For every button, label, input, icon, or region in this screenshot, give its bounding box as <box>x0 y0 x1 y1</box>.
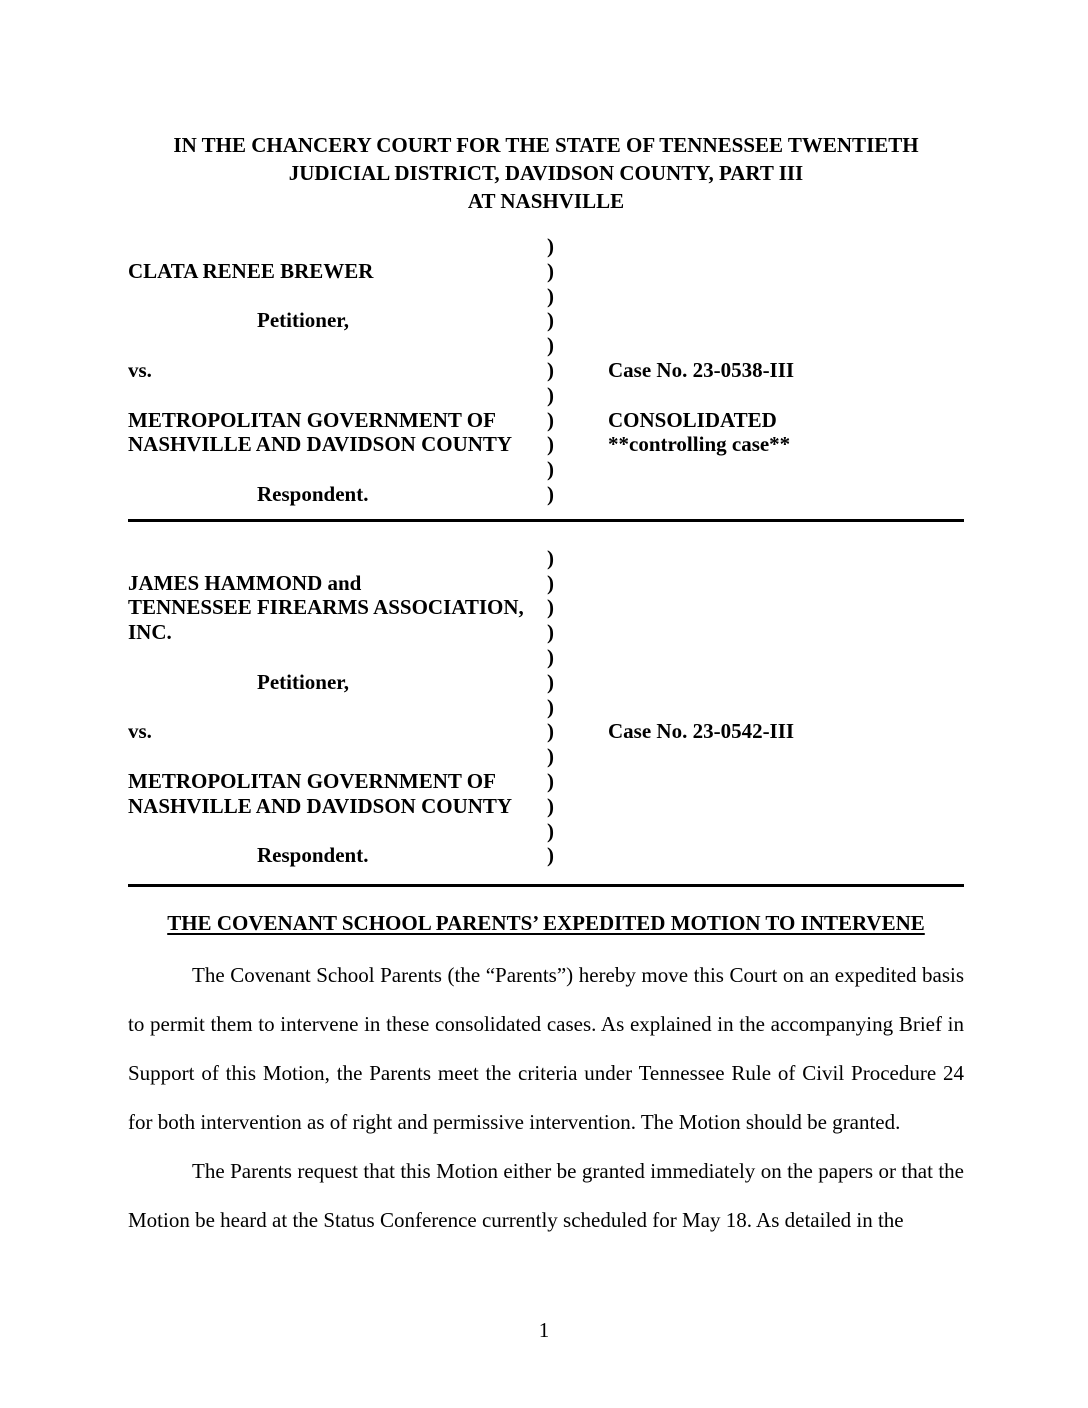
caption-right <box>608 595 964 620</box>
motion-title-text: THE COVENANT SCHOOL PARENTS’ EXPEDITED MOTION TO INTERVENE <box>167 911 925 936</box>
caption-row <box>128 620 964 645</box>
case-number: Case No. 23-0542-III <box>608 719 795 744</box>
caption-right <box>608 620 964 645</box>
petitioner-name: TENNESSEE FIREARMS ASSOCIATION, <box>128 595 524 620</box>
petitioner-label: Petitioner, <box>257 669 349 694</box>
caption-row <box>128 670 964 695</box>
respondent-name: NASHVILLE AND DAVIDSON COUNTY <box>128 793 513 818</box>
caption-right <box>608 794 964 819</box>
motion-title <box>128 909 964 937</box>
caption-right <box>608 769 964 794</box>
caption-right <box>608 234 964 259</box>
caption-paren: ) <box>547 432 554 457</box>
page-number: 1 <box>538 1318 550 1342</box>
caption-right <box>608 259 964 284</box>
caption-right <box>608 482 964 507</box>
caption-paren: ) <box>547 595 554 620</box>
caption-row <box>128 695 964 720</box>
caption-paren: ) <box>547 457 554 482</box>
caption-row <box>128 333 964 358</box>
caption-row <box>128 719 964 744</box>
caption-paren: ) <box>547 818 554 843</box>
caption-row <box>128 744 964 769</box>
caption-right <box>608 645 964 670</box>
caption-row <box>128 284 964 309</box>
caption-paren: ) <box>547 694 554 719</box>
caption-row <box>128 546 964 571</box>
caption-left <box>128 333 547 358</box>
court-header-line: AT NASHVILLE <box>467 189 625 213</box>
caption-row <box>128 432 964 457</box>
vs-label: vs. <box>128 357 152 382</box>
caption-left <box>128 645 547 670</box>
caption-left <box>128 234 547 259</box>
caption-row <box>128 457 964 482</box>
caption-right <box>608 284 964 309</box>
caption-right <box>608 670 964 695</box>
caption-paren: ) <box>547 283 554 308</box>
controlling-case-label: **controlling case** <box>608 432 791 457</box>
caption-row <box>128 645 964 670</box>
court-header-line: JUDICIAL DISTRICT, DAVIDSON COUNTY, PART III <box>288 161 804 185</box>
caption-paren: ) <box>547 620 554 645</box>
respondent-name: METROPOLITAN GOVERNMENT OF <box>128 768 496 793</box>
caption-left <box>128 695 547 720</box>
caption-paren: ) <box>547 481 554 506</box>
caption-left <box>128 819 547 844</box>
caption-left <box>128 457 547 482</box>
caption-row <box>128 571 964 596</box>
caption-paren: ) <box>547 793 554 818</box>
caption-row <box>128 358 964 383</box>
caption-left <box>128 546 547 571</box>
caption-right <box>608 695 964 720</box>
caption-row <box>128 595 964 620</box>
caption-left <box>128 383 547 408</box>
case-caption-brewer <box>128 234 964 507</box>
caption-paren: ) <box>547 644 554 669</box>
petitioner-name: CLATA RENEE BREWER <box>128 258 374 283</box>
caption-paren: ) <box>547 768 554 793</box>
caption-paren: ) <box>547 357 554 382</box>
caption-paren: ) <box>547 407 554 432</box>
respondent-label: Respondent. <box>257 481 369 506</box>
caption-row <box>128 843 964 868</box>
caption-left <box>128 284 547 309</box>
horizontal-divider <box>128 884 964 887</box>
caption-right <box>608 843 964 868</box>
court-header <box>128 131 964 215</box>
caption-right <box>608 308 964 333</box>
caption-row <box>128 794 964 819</box>
caption-paren: ) <box>547 308 554 333</box>
caption-paren: ) <box>547 545 554 570</box>
body-paragraph: The Covenant School Parents (the “Parents”) hereby move this Court on an expedited basis to permit them to intervene in these consolidated cases. As explained in the accompanying Brief in Support of this Motion, the Parents meet the criteria under Tennessee Rule of Civil Procedure 24 for both intervention as of right and permissive intervention. The Motion should be granted. <box>128 963 964 1135</box>
caption-paren: ) <box>547 333 554 358</box>
respondent-name: METROPOLITAN GOVERNMENT OF <box>128 407 496 432</box>
caption-row <box>128 819 964 844</box>
caption-paren: ) <box>547 258 554 283</box>
caption-row <box>128 482 964 507</box>
consolidated-label: CONSOLIDATED <box>608 407 777 432</box>
caption-paren: ) <box>547 382 554 407</box>
vs-label: vs. <box>128 719 152 744</box>
caption-right <box>608 333 964 358</box>
caption-paren: ) <box>547 843 554 868</box>
caption-left <box>128 744 547 769</box>
caption-paren: ) <box>547 234 554 258</box>
horizontal-divider <box>128 519 964 522</box>
petitioner-name: INC. <box>128 620 172 645</box>
petitioner-name: JAMES HAMMOND and <box>128 570 362 595</box>
body-paragraph: The Parents request that this Motion either be granted immediately on the papers or that the Motion be heard at the Status Conference currently scheduled for May 18. As detailed in the <box>128 1159 964 1233</box>
caption-row <box>128 383 964 408</box>
caption-row <box>128 308 964 333</box>
caption-row <box>128 234 964 259</box>
respondent-name: NASHVILLE AND DAVIDSON COUNTY <box>128 432 513 457</box>
caption-right <box>608 546 964 571</box>
caption-right <box>608 744 964 769</box>
caption-paren: ) <box>547 744 554 769</box>
caption-paren: ) <box>547 669 554 694</box>
caption-row <box>128 408 964 433</box>
court-header-line: IN THE CHANCERY COURT FOR THE STATE OF TENNESSEE TWENTIETH <box>173 133 919 157</box>
caption-right <box>608 571 964 596</box>
caption-right <box>608 457 964 482</box>
petitioner-label: Petitioner, <box>257 308 349 333</box>
caption-row <box>128 259 964 284</box>
caption-row <box>128 769 964 794</box>
caption-paren: ) <box>547 719 554 744</box>
respondent-label: Respondent. <box>257 843 369 868</box>
caption-right <box>608 383 964 408</box>
case-number: Case No. 23-0538-III <box>608 357 795 382</box>
caption-right <box>608 819 964 844</box>
case-caption-hammond <box>128 546 964 868</box>
caption-paren: ) <box>547 570 554 595</box>
